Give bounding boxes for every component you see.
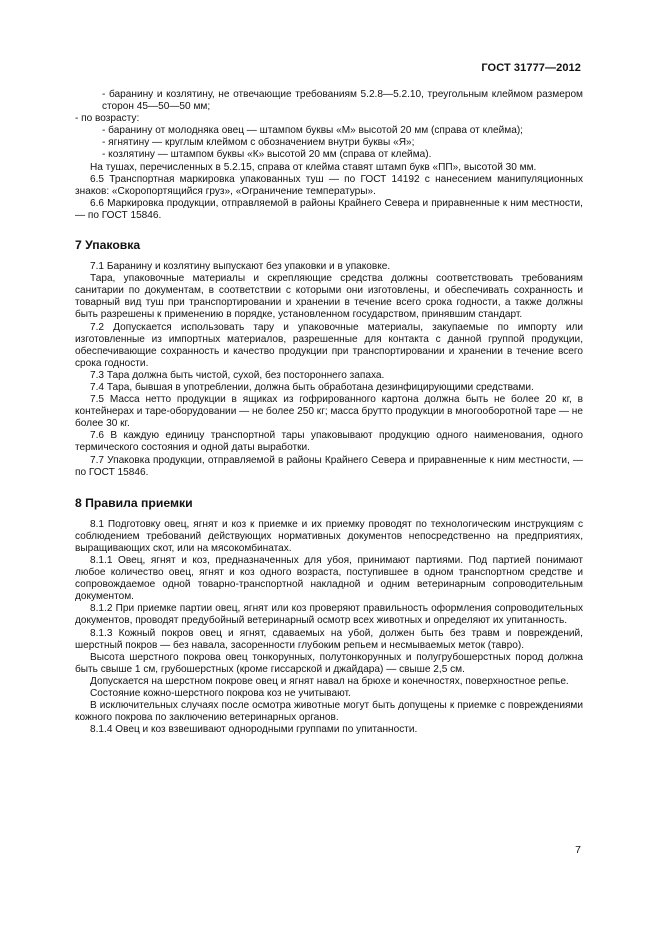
paragraph: Состояние кожно-шерстного покрова коз не учитывают. — [90, 688, 351, 700]
marking-continuation — [75, 89, 583, 222]
page-content — [75, 89, 583, 736]
paragraph: 6.5 Транспортная маркировка упакованных туш — по ГОСТ 14192 с нанесением манипуляционных знаков: «Скоропортящийся груз», «Ограничение температуры». — [75, 173, 583, 197]
list-item: - баранину от молодняка овец — штампом буквы «М» высотой 20 мм (справа от клейма); — [102, 125, 523, 137]
paragraph: 7.6 В каждую единицу транспортной тары упаковывают продукцию одного наименования, одного термического состояния и одной даты выработки. — [75, 430, 583, 454]
section-acceptance-rules — [75, 519, 583, 737]
section-heading-packaging: 7 Упаковка — [75, 238, 141, 253]
list-item: - козлятину — штампом буквы «К» высотой 20 мм (справа от клейма). — [102, 149, 432, 161]
paragraph: Высота шерстного покрова овец тонкорунных, полутонкорунных и полугрубошерстных пород должна быть свыше 1 см, грубошерстных (кроме гиссарской и джайдара) — свыше 2,5 см. — [75, 651, 583, 675]
paragraph: 8.1.4 Овец и коз взвешивают однородными группами по упитанности. — [90, 724, 418, 736]
section-heading-acceptance-rules: 8 Правила приемки — [75, 495, 193, 510]
page-number: 7 — [575, 844, 581, 856]
paragraph: На тушах, перечисленных в 5.2.15, справа от клейма ставят штамп букв «ПП», высотой 30 мм. — [90, 161, 537, 173]
list-item: - по возрасту: — [75, 113, 140, 125]
paragraph: Тара, упаковочные материалы и скрепляющие средства должны соответствовать требованиям санитарии по документам, в соответствии с которыми они изготовлены, и обеспечивать сохранность и товарный вид туш при транспортировании и хранении в течение всего срока годности, а также должны быть разрешены к применению в порядке, установленном государством, принявшим стандарт. — [75, 273, 583, 321]
paragraph: 7.2 Допускается использовать тару и упаковочные материалы, закупаемые по импорту или изготовленные из импортных материалов, разрешенные для контакта с данной группой продукции, обеспечивающие сохранность и качество продукции при транспортировании и хранении в течение всего срока годности. — [75, 321, 583, 369]
paragraph: 7.4 Тара, бывшая в употреблении, должна быть обработана дезинфицирующими средствами. — [90, 381, 534, 393]
paragraph: 8.1 Подготовку овец, ягнят и коз к приемке и их приемку проводят по технологическим инструкциям с соблюдением требований действующих нормативных документов непосредственно на предприятиях, выращивающих скот, или на мясокомбинатах. — [75, 518, 583, 554]
paragraph: В исключительных случаях после осмотра животные могут быть допущены к приемке с повреждениями кожного покрова по заключению ветеринарных органов. — [75, 700, 583, 724]
standard-header: ГОСТ 31777—2012 — [481, 62, 581, 74]
paragraph: 8.1.3 Кожный покров овец и ягнят, сдаваемых на убой, должен быть без травм и повреждений, шерстный покров — без навала, засоренности глубоким репьем и несмываемых меток (тавро). — [75, 627, 583, 651]
paragraph: 7.3 Тара должна быть чистой, сухой, без постороннего запаха. — [90, 369, 385, 381]
paragraph: 8.1.1 Овец, ягнят и коз, предназначенных для убоя, принимают партиями. Под партией понимают любое количество овец, ягнят и коз одного возраста, поступившее в одном транспортном средстве и сопровождаемое одной товарно-транспортной накладной и одним ветеринарным сопроводительным документом. — [75, 555, 583, 603]
list-item: - ягнятину — круглым клеймом с обозначением внутри буквы «Я»; — [102, 137, 415, 149]
paragraph: 6.6 Маркировка продукции, отправляемой в районы Крайнего Севера и приравненные к ним местности, — по ГОСТ 15846. — [75, 197, 583, 221]
paragraph: 7.5 Масса нетто продукции в ящиках из гофрированного картона должна быть не более 20 кг, в контейнерах и таре-оборудовании — не более 250 кг; масса брутто продукции в многооборотной таре — не более 30 кг. — [75, 394, 583, 430]
paragraph: 7.7 Упаковка продукции, отправляемой в районы Крайнего Севера и приравненные к ним местности, — по ГОСТ 15846. — [75, 454, 583, 478]
paragraph: Допускается на шерстном покрове овец и ягнят навал на брюхе и конечностях, поверхностное репье. — [90, 675, 569, 687]
paragraph: 8.1.2 При приемке партии овец, ягнят или коз проверяют правильность оформления сопроводительных документов, проводят предубойный ветеринарный осмотр всех животных и определяют их упитанность. — [75, 603, 583, 627]
list-item: - баранину и козлятину, не отвечающие требованиям 5.2.8—5.2.10, треугольным клеймом размером сторон 45—50—50 мм; — [102, 89, 583, 113]
section-packaging — [75, 261, 583, 479]
paragraph: 7.1 Баранину и козлятину выпускают без упаковки и в упаковке. — [90, 261, 391, 273]
